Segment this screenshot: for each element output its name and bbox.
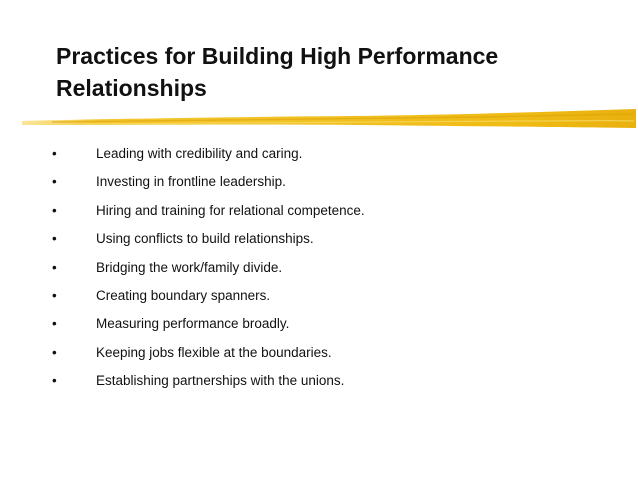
bullet-marker: • (52, 202, 57, 218)
bullet-marker: • (52, 316, 57, 332)
bullet-marker: • (52, 146, 57, 161)
bullet-text: Creating boundary spanners. (96, 287, 271, 303)
bullet-marker: • (52, 344, 57, 360)
title-underline-brushstroke (22, 104, 636, 134)
bullet-text: Hiring and training for relational competence. (96, 202, 365, 218)
bullet-marker: • (52, 287, 57, 303)
slide-title (56, 40, 616, 104)
slide-title-line-1: Practices for Building High Performance (56, 43, 499, 69)
bullet-marker: • (52, 259, 57, 275)
bullet-marker: • (52, 231, 57, 247)
bullet-text: Leading with credibility and caring. (96, 146, 303, 161)
bullet-text: Investing in frontline leadership. (96, 174, 286, 190)
bullet-text: Using conflicts to build relationships. (96, 231, 314, 247)
bullet-text: Establishing partnerships with the unions. (96, 373, 345, 389)
bullet-text: Bridging the work/family divide. (96, 259, 283, 275)
bullet-marker: • (52, 174, 57, 190)
slide-title-line-2: Relationships (56, 75, 207, 101)
bullet-text: Measuring performance broadly. (96, 316, 290, 332)
bullet-text: Keeping jobs flexible at the boundaries. (96, 344, 332, 360)
bullet-marker: • (52, 373, 57, 389)
